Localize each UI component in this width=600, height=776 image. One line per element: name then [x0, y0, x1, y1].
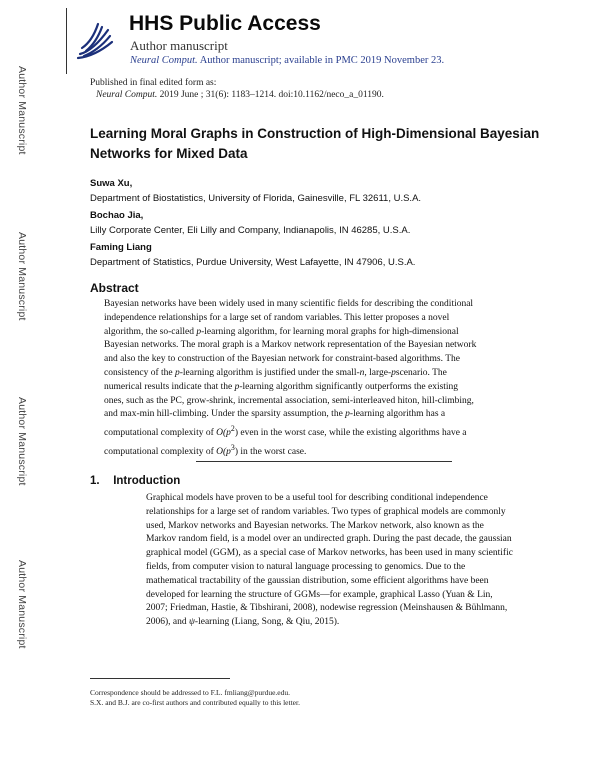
author-affiliation: Lilly Corporate Center, Eli Lilly and Company, Indianapolis, IN 46285, U.S.A.: [90, 225, 411, 236]
journal-name: Neural Comput.: [130, 55, 198, 66]
citation: [96, 90, 384, 100]
side-label-author-manuscript: Author Manuscript: [16, 232, 28, 321]
side-label-author-manuscript: Author Manuscript: [16, 66, 28, 155]
published-label: Published in final edited form as:: [90, 78, 217, 88]
article-title: Learning Moral Graphs in Construction of High-Dimensional Bayesian Networks for Mixed Data: [90, 126, 540, 161]
author-affiliation: Department of Biostatistics, University of Florida, Gainesville, FL 32611, U.S.A.: [90, 193, 422, 204]
abstract-text: Bayesian networks have been widely used in many scientific fields for describing the conditional independence relationships for a large set of random variables. This letter proposes a novel algorithm, the so-called p-learning algorithm, for learning moral graphs for high-dimensional Bayesian networks. The moral graph is a Markov network representation of the Bayesian network and also the key to construction of the Bayesian network for constraint-based algorithms. The consistency of the p-learning algorithm is justified under the small-n, large-pscenario. The numerical results indicate that the p-learning algorithm significantly outperforms the existing ones, such as the PC, grow-shrink, incremental association, semi-interleaved hiton, hill-climbing, and max-min hill-climbing. Under the sparsity assumption, the p-learning algorithm has a computational complexity of $O(p^2)$ even in the worst case, while the existing algorithms have a computational complexity of $O(p^3)$ in the worst case.: [104, 299, 477, 458]
section-heading-introduction: [90, 475, 180, 487]
citation-journal: Neural Comput.: [96, 90, 158, 100]
footnote-cofirst: S.X. and B.J. are co-first authors and contributed equally to this letter.: [90, 698, 300, 707]
availability-text: Author manuscript; available in PMC 2019 November 23.: [199, 55, 445, 66]
side-label-author-manuscript: Author Manuscript: [16, 397, 28, 486]
footnote-correspondence: Correspondence should be addressed to F.L. fmliang@purdue.edu.: [90, 688, 291, 697]
side-label-author-manuscript: Author Manuscript: [16, 560, 28, 649]
section-number: 1.: [90, 475, 100, 487]
author-affiliation: Department of Statistics, Purdue University, West Lafayette, IN 47906, U.S.A.: [90, 257, 416, 268]
header-availability: [130, 55, 444, 66]
author-name: Suwa Xu,: [90, 178, 133, 189]
section-title: Introduction: [113, 475, 181, 487]
introduction-paragraph: Graphical models have proven to be a useful tool for describing conditional independence relationships for a large set of random variables. Two types of graphical models are commonly used, Markov networks and Bayesian networks. The Markov network, also known as the Markov random field, is a model over an undirected graph. During the past decade, the gaussian graphical model (GGM), as a special case of Markov networks, has been used in many scientific fields, from computer vision to natural language processing to genomics. Due to the mathematical tractability of the gaussian distribution, some efficient algorithms have been developed for learning the structure of GGMs—for example, graphical Lasso (Yuan & Lin, 2007; Friedman, Hastie, & Tibshirani, 2008), nodewise regression (Meinshausen & Bühlmann, 2006), and ψ-learning (Liang, Song, & Qiu, 2015).: [146, 493, 513, 628]
header-subtitle: Author manuscript: [130, 38, 228, 53]
footnote-divider: [90, 678, 230, 679]
author-name: Bochao Jia,: [90, 210, 144, 221]
citation-details: 2019 June ; 31(6): 1183–1214. doi:10.1162/neco_a_01190.: [159, 90, 384, 100]
hhs-eagle-logo-icon: [74, 18, 116, 67]
header-title: HHS Public Access: [129, 12, 321, 35]
abstract-heading: Abstract: [90, 281, 139, 295]
author-name: Faming Liang: [90, 242, 152, 253]
header-divider: [66, 8, 67, 74]
abstract-divider: [196, 461, 452, 462]
